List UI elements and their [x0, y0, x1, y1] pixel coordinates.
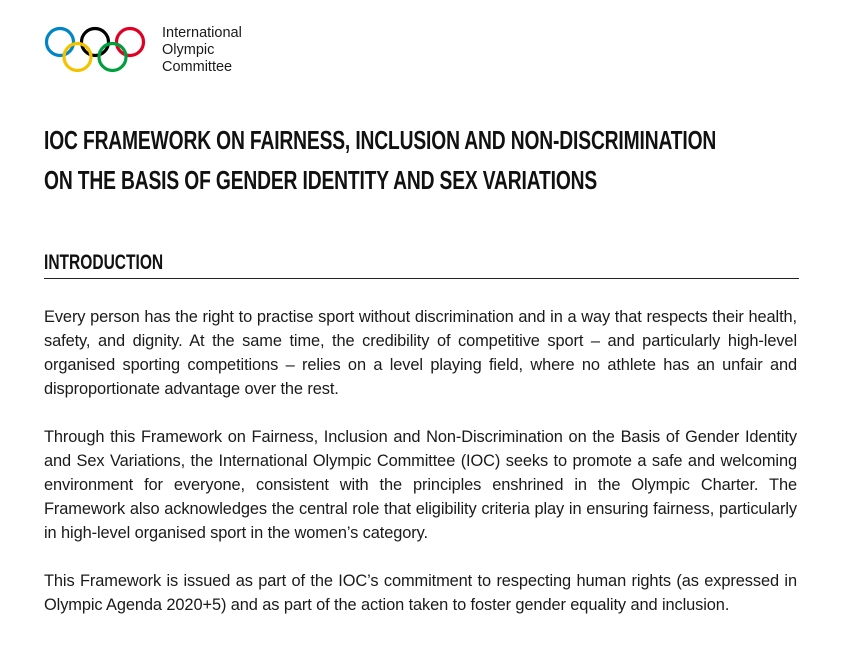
black-ring: [82, 29, 109, 56]
green-ring: [99, 44, 126, 71]
organization-line: Olympic: [162, 42, 215, 58]
title-line: ON THE BASIS OF GENDER IDENTITY AND SEX VARIATIONS: [44, 165, 598, 195]
paragraph: Every person has the right to practise sport without discrimination and in a way that respects their health, safety, and dignity. At the same time, the credibility of competitive sport – and particularly high-level organised sporting competitions – relies on a level playing field, where no athlete has an unfair and disproportionate advantage over the rest.: [44, 308, 797, 398]
introduction-body: [44, 305, 797, 641]
document-header: [44, 24, 242, 78]
paragraph: This Framework is issued as part of the IOC’s commitment to respecting human rights (as expressed in Olympic Agenda 2020+5) and as part of the action taken to foster gender equality and inclusion.: [44, 572, 797, 614]
title-line: IOC FRAMEWORK ON FAIRNESS, INCLUSION AND NON-DISCRIMINATION: [44, 125, 717, 155]
organization-line: International: [162, 25, 242, 41]
blue-ring: [47, 29, 74, 56]
olympic-rings-logo: [44, 24, 148, 76]
organization-line: Committee: [162, 59, 233, 75]
paragraph: Through this Framework on Fairness, Inclusion and Non-Discrimination on the Basis of Gender Identity and Sex Variations, the International Olympic Committee (IOC) seeks to promote a safe and welcoming environment for everyone, consistent with the principles enshrined in the Olympic Charter. The Framework also acknowledges the central role that eligibility criteria play in ensuring fairness, particularly in high-level organised sport in the women’s category.: [44, 428, 797, 542]
organization-name: [162, 25, 242, 76]
section-heading: INTRODUCTION: [44, 251, 164, 274]
yellow-ring: [64, 44, 91, 71]
section-divider: [44, 278, 799, 279]
red-ring: [117, 29, 144, 56]
document-title: [44, 120, 717, 200]
